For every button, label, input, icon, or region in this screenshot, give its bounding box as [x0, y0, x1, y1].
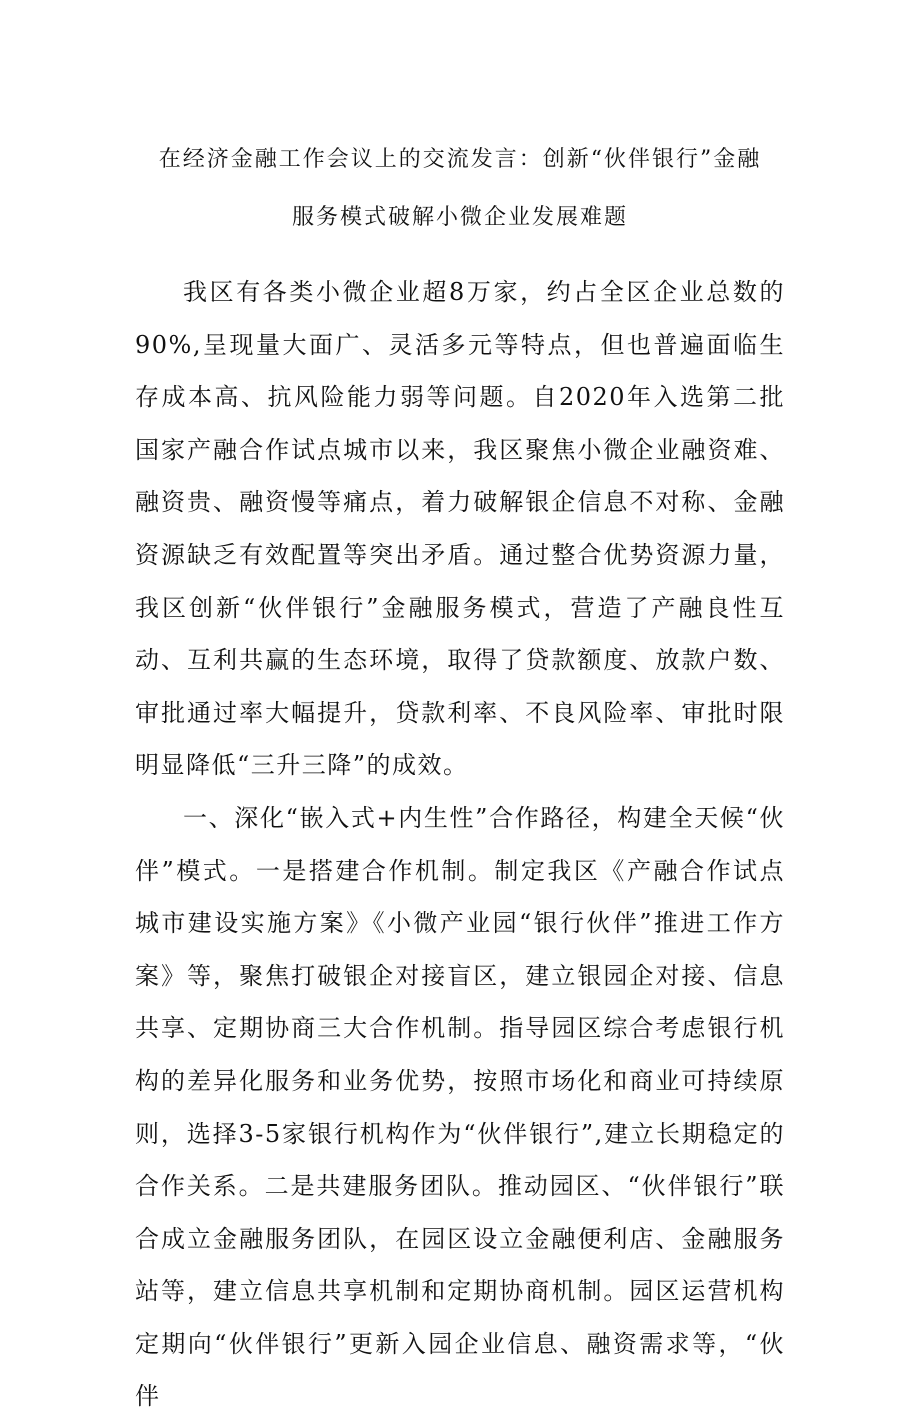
document-title-line-1: 在经济金融工作会议上的交流发言：创新“伙伴银行”金融: [158, 147, 762, 172]
paragraph-section-1: 一、深化“嵌入式+内生性”合作路径，构建全天候“伙伴”模式。一是搭建合作机制。制定我区《产融合作试点城市建设实施方案》《小微产业园“银行伙伴”推进工作方案》等，聚焦打破银企对接盲区，建立银园企对接、信息共享、定期协商三大合作机制。指导园区综合考虑银行机构的差异化服务和业务优势，按照市场化和商业可持续原则，选择3-5家银行机构作为“伙伴银行”,建立长期稳定的合作关系。二是共建服务团队。推动园区、“伙伴银行”联合成立金融服务团队，在园区设立金融便利店、金融服务站等，建立信息共享机制和定期协商机制。园区运营机构定期向“伙伴银行”更新入园企业信息、融资需求等，“伙伴: [135, 803, 785, 1411]
document-title-line-2: 服务模式破解小微企业发展难题: [291, 205, 628, 230]
document-body: [135, 266, 785, 1423]
paragraph-intro: 我区有各类小微企业超8万家，约占全区企业总数的90%,呈现量大面广、灵活多元等特点，但也普遍面临生存成本高、抗风险能力弱等问题。自2020年入选第二批国家产融合作试点城市以来，我区聚焦小微企业融资难、融资贵、融资慢等痛点，着力破解银企信息不对称、金融资源缺乏有效配置等突出矛盾。通过整合优势资源力量，我区创新“伙伴银行”金融服务模式，营造了产融良性互动、互利共赢的生态环境，取得了贷款额度、放款户数、审批通过率大幅提升，贷款利率、不良风险率、审批时限明显降低“三升三降”的成效。: [135, 278, 785, 780]
